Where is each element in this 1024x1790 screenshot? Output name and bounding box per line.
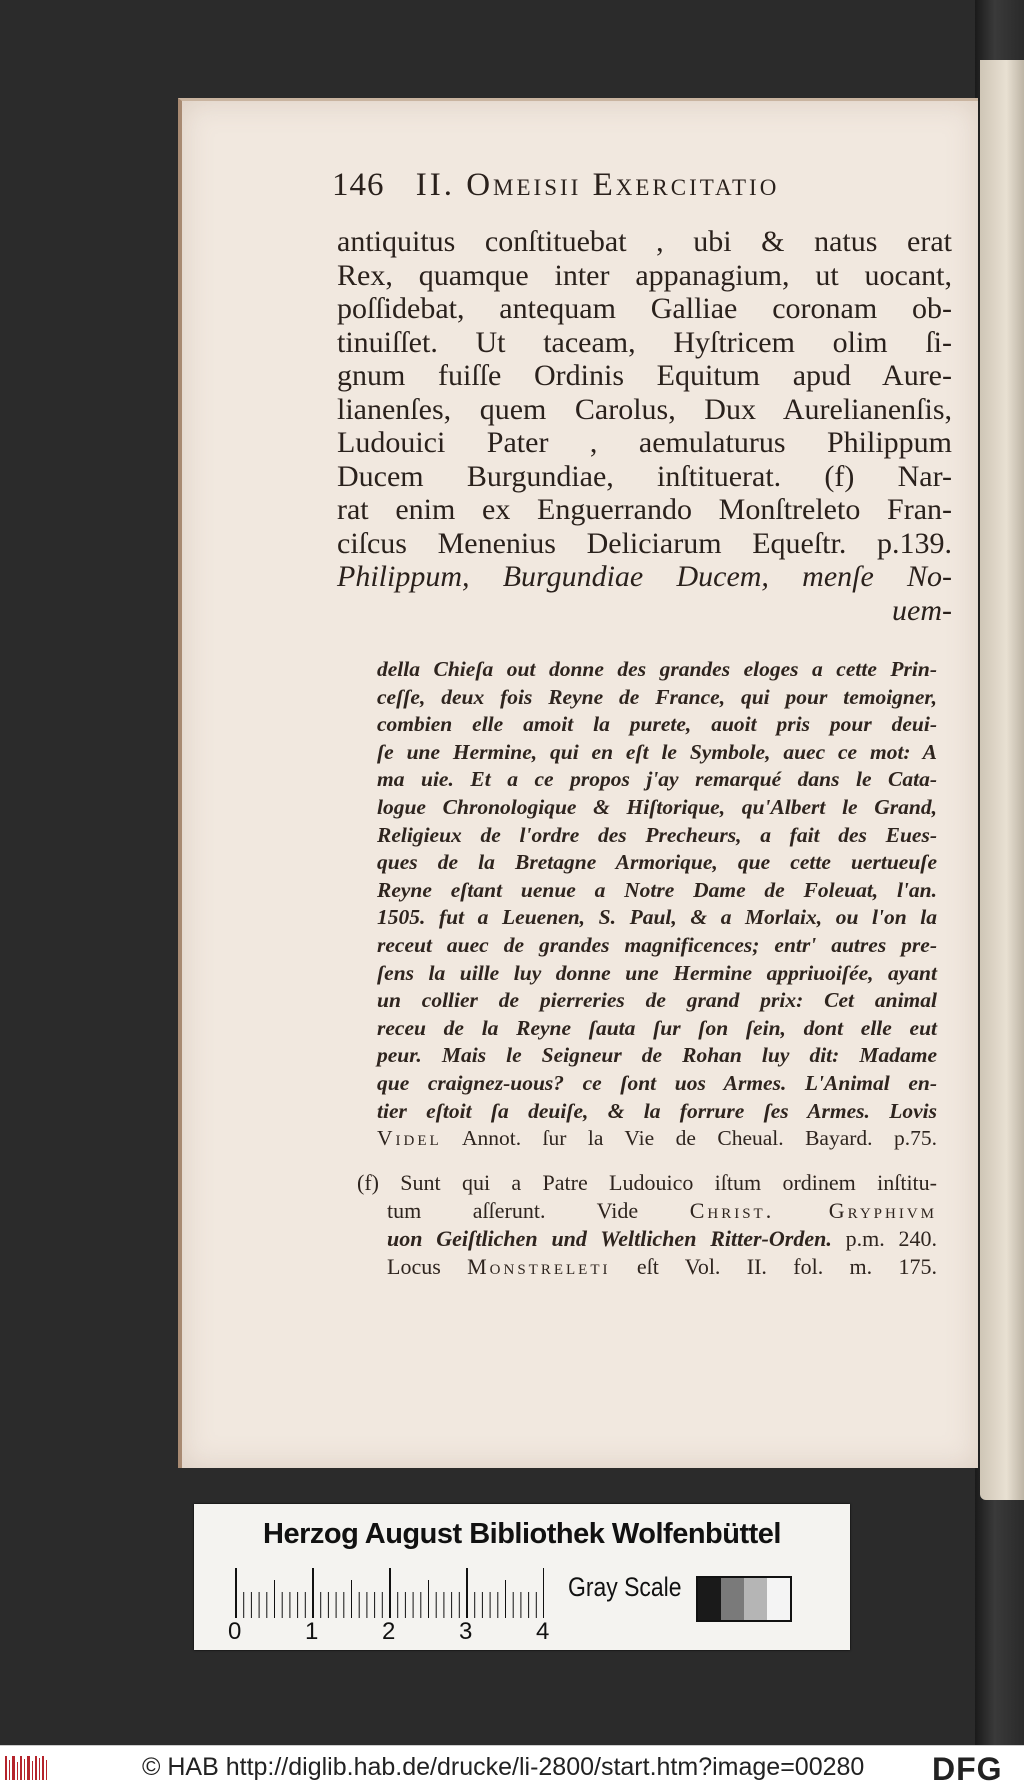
footnote-f (357, 1169, 937, 1281)
ruler-number: 4 (536, 1618, 550, 1645)
footnote-line: peur. Mais le Seigneur de Rohan luy dit: Madame (377, 1043, 937, 1068)
footnote-line: que craignez-uous? ce ſont uos Armes. L'Animal en- (377, 1070, 937, 1095)
gray-swatch-block (767, 1578, 790, 1620)
ruler-number: 0 (228, 1618, 242, 1645)
gray-swatch-block (744, 1578, 767, 1620)
gray-swatch-block (698, 1578, 721, 1620)
text-line: tinuiſſet. Ut taceam, Hyſtricem olim ſi- (337, 325, 952, 359)
dfg-logo (932, 1752, 1020, 1784)
footnote-line: Religieux de l'ordre des Precheurs, a fait des Eues- (377, 822, 937, 847)
text-line: gnum fuiſſe Ordinis Equitum apud Aure- (337, 359, 952, 392)
text-line: rat enim ex Enguerrando Monſtreleto Fran- (337, 493, 952, 526)
footnote-line: receu de la Reyne ſauta ſur ſon ſein, dont elle eut (377, 1015, 937, 1040)
catchword: uem- (892, 593, 952, 627)
text-line: Rex, quamque inter appanagium, ut uocant, (337, 258, 952, 292)
text-line: poſſidebat, antequam Galliae coronam ob- (337, 292, 952, 325)
footnote-text: Locus (387, 1254, 468, 1279)
footnote-line: combien elle amoit la purete, auoit pris pour deui- (377, 712, 937, 737)
footnote-line (357, 1169, 937, 1197)
footnote-line: tier eſtoit ſa deuiſe, & la forrure ſes Armes. Lovis (377, 1098, 937, 1123)
ruler-number: 3 (459, 1618, 473, 1645)
footnote-line: receut auec de grandes magnificences; entr' autres pre- (377, 932, 937, 957)
adjacent-page-edge (980, 60, 1024, 1500)
text-line: Ducem Burgundiae, inſtituerat. (f) Nar- (337, 459, 952, 493)
text-line: Philippum, Burgundiae Ducem, menſe No- (337, 560, 952, 593)
gray-scale-swatch (696, 1576, 792, 1622)
main-text (337, 225, 952, 627)
text-line: antiquitus conſtituebat , ubi & natus erat (337, 225, 952, 258)
ruler (234, 1566, 544, 1618)
footnote-line (357, 1253, 937, 1281)
footnote-reference: Annot. ſur la Vie de Cheual. Bayard. p.75. (441, 1126, 937, 1151)
footnote-text: Sunt qui a Patre Ludouico iſtum ordinem inſtitu- (378, 1170, 937, 1195)
text-line: lianenſes, quem Carolus, Dux Aurelianenſis, (337, 392, 952, 426)
footnote-line: 1505. fut a Leuenen, S. Paul, & a Morlaix, ou l'on la (377, 905, 937, 930)
dfg-logo-text: DFG (932, 1752, 1003, 1784)
footnote-line: ques de la Bretagne Armorique, que cette uertueuſe (377, 850, 937, 875)
footnote-line: ceſſe, deux fois Reyne de France, qui pour temoigner, (377, 684, 937, 709)
book-page (178, 98, 978, 1468)
footnote-line-last (377, 1125, 937, 1153)
running-head (332, 167, 932, 204)
footnote-line: Reyne eſtant uenue a Notre Dame de Foleuat, l'an. (377, 877, 937, 902)
footnote-title: uon Geiſtlichen und Weltlichen Ritter-Orden. (387, 1226, 832, 1251)
color-scale-card (194, 1504, 850, 1650)
footnote-line: ſe une Hermine, qui en eſt le Symbole, auec ce mot: A (377, 739, 937, 764)
ruler-number: 2 (382, 1618, 396, 1645)
text-line: ciſcus Menenius Deliciarum Equeſtr. p.139. (337, 526, 952, 560)
footnote-author: Videl (377, 1126, 442, 1151)
footnote-line (357, 1225, 937, 1253)
copyright-url: © HAB http://diglib.hab.de/drucke/li-2800/start.htm?image=00280 (142, 1753, 865, 1781)
footnote-e (377, 656, 937, 1153)
ruler-ticks (234, 1566, 544, 1618)
gray-scale-label: Gray Scale (568, 1572, 682, 1602)
footnote-line: logue Chronologique & Hiſtorique, qu'Albert le Grand, (377, 794, 937, 819)
footnote-line (357, 1197, 937, 1225)
text-line: Ludouici Pater , aemulaturus Philippum (337, 426, 952, 459)
footnote-text: p.m. 240. (831, 1226, 937, 1251)
gray-swatch-block (721, 1578, 744, 1620)
footnote-text: tum aſſerunt. Vide (387, 1198, 690, 1223)
footnote-line: della Chieſa out donne des grandes eloges a cette Prin- (377, 657, 937, 681)
footnote-line: ſens la uille luy donne une Hermine appriuoiſée, ayant (377, 960, 937, 985)
footnote-line: un collier de pierreries de grand prix: Cet animal (377, 988, 937, 1013)
footnote-author: Monstreleti (467, 1254, 611, 1279)
running-title: II. Omeisii Exercitatio (415, 167, 780, 203)
footnote-text: eſt Vol. II. fol. m. 175. (610, 1254, 937, 1279)
footnote-marker: (f) (357, 1170, 379, 1195)
library-name: Herzog August Bibliothek Wolfenbüttel (263, 1518, 781, 1550)
barcode-icon (4, 1754, 48, 1782)
ruler-number: 1 (305, 1618, 319, 1645)
footer-bar (0, 1745, 1024, 1790)
ruler-numbers (224, 1618, 564, 1648)
footnote-author: Christ. Gryphivm (689, 1198, 938, 1223)
page-number: 146 (332, 167, 385, 203)
footnote-line: ma uie. Et a ce propos j'ay remarqué dans le Cata- (377, 767, 937, 792)
